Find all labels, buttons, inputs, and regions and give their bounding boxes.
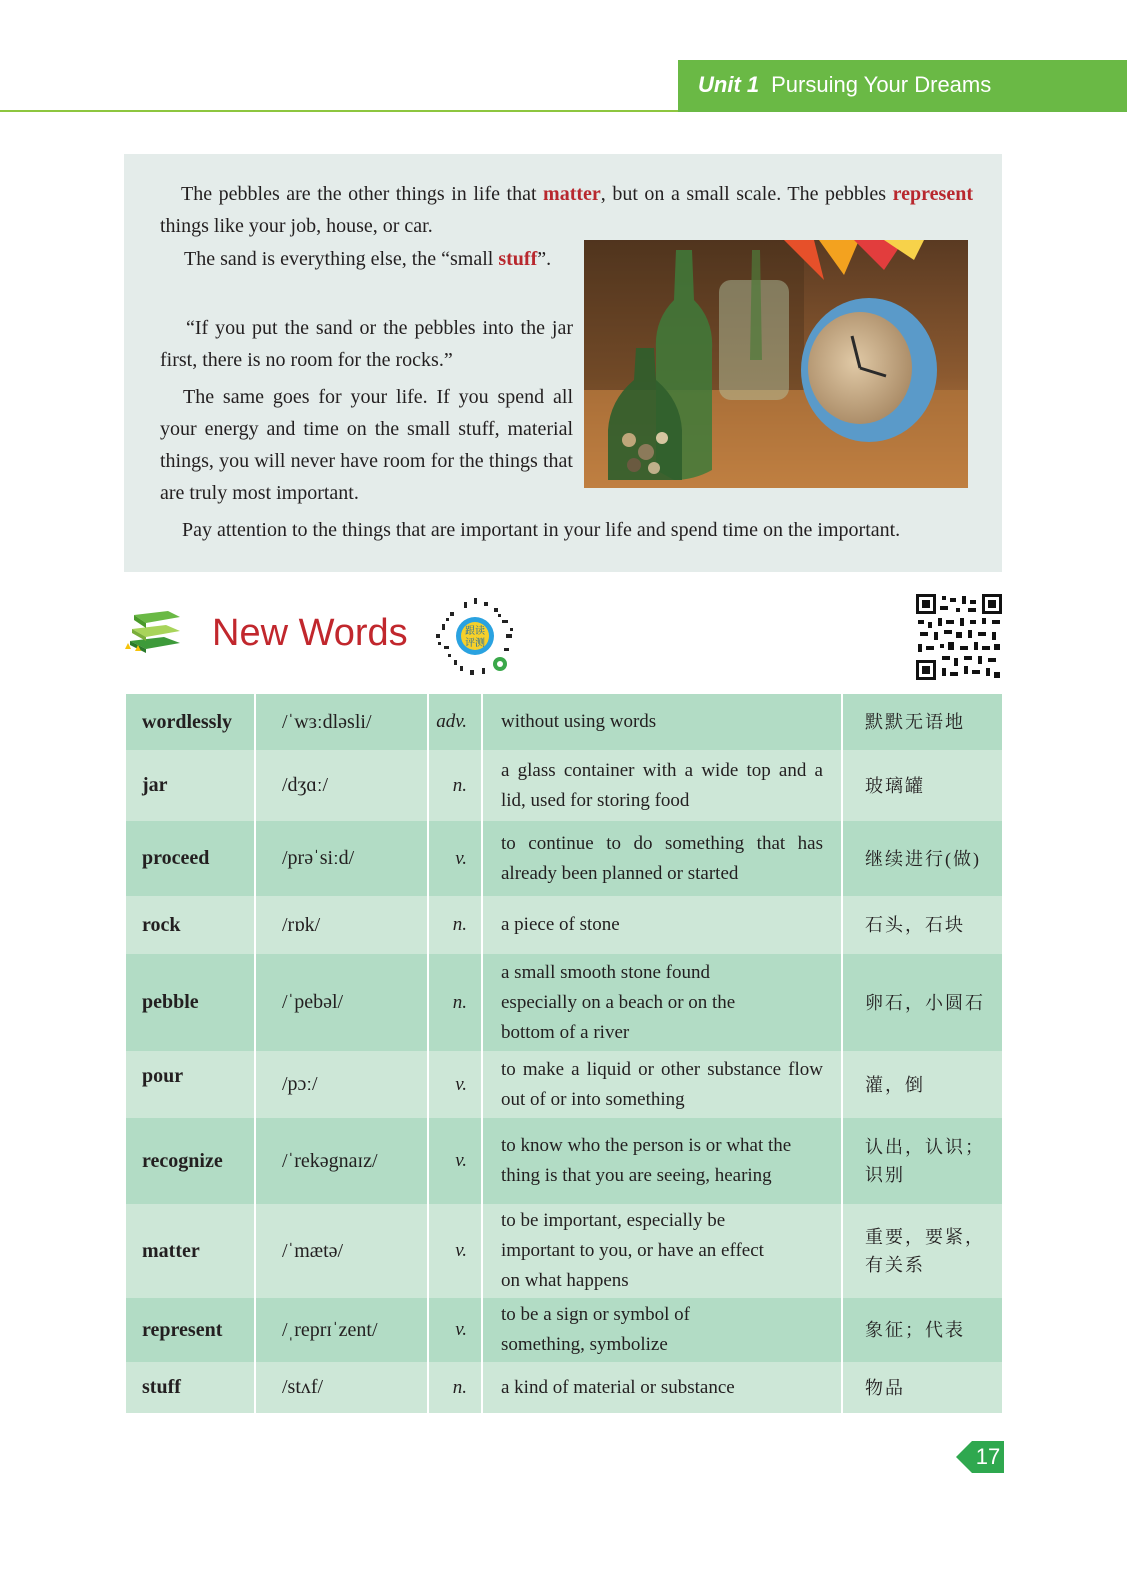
definition-line: to know who the person is or what the — [501, 1135, 792, 1156]
unit-header-text — [698, 72, 991, 98]
chinese-line: 认出，认识； — [865, 1137, 985, 1157]
definition-cell — [483, 1118, 843, 1204]
p1-text-c: things like your job, house, or car. — [160, 215, 433, 237]
word-cell: matter — [126, 1204, 256, 1298]
part-of-speech-cell: n. — [429, 954, 483, 1051]
definition-text: without using words — [501, 711, 657, 732]
svg-text:评测: 评测 — [465, 638, 485, 649]
chinese-line: 有关系 — [865, 1255, 925, 1275]
table-row — [126, 1362, 1002, 1413]
phonetic-cell: /ˌreprɪˈzent/ — [256, 1298, 429, 1362]
chinese-text: 灌，倒 — [865, 1074, 925, 1095]
table-row — [126, 821, 1002, 896]
chinese-line: 识别 — [865, 1165, 905, 1185]
chinese-text: 玻璃罐 — [865, 775, 925, 796]
definition-text: a kind of material or substance — [501, 1376, 735, 1398]
qr-code-icon[interactable] — [916, 594, 1002, 680]
follow-read-qr-icon[interactable] — [430, 594, 520, 680]
word-cell: wordlessly — [126, 694, 256, 750]
definition-cell — [483, 1204, 843, 1298]
definition-line: bottom of a river — [501, 1021, 630, 1043]
part-of-speech-cell: v. — [429, 1204, 483, 1298]
unit-header-tab — [678, 60, 1127, 112]
definition-line: a small smooth stone found — [501, 961, 710, 983]
chinese-cell — [843, 896, 1002, 954]
highlight-stuff: stuff — [498, 248, 538, 270]
word-cell: recognize — [126, 1118, 256, 1204]
chinese-cell — [843, 821, 1002, 896]
vocabulary-table — [126, 694, 1002, 1413]
definition-line: thing is that you are seeing, hearing — [501, 1165, 772, 1186]
part-of-speech-cell: v. — [429, 1298, 483, 1362]
chinese-text: 石头，石块 — [865, 915, 965, 935]
chinese-cell — [843, 1051, 1002, 1118]
reading-paragraph-5: Pay attention to the things that are important in your life and spend time on the important. — [182, 519, 901, 541]
phonetic-cell: /ˈrekəgnaɪz/ — [256, 1118, 429, 1204]
definition-line: especially on a beach or on the — [501, 991, 736, 1013]
table-row — [126, 694, 1002, 750]
reading-paragraph-4: The same goes for your life. If you spend all your energy and time on the small stuff, material things, you will never have room for the things that are truly most important. — [160, 386, 573, 504]
part-of-speech-cell: v. — [429, 1118, 483, 1204]
definition-cell — [483, 1051, 843, 1118]
phonetic-cell: /ˈpebəl/ — [256, 954, 429, 1051]
table-row — [126, 1204, 1002, 1298]
phonetic-cell: /ˈmætə/ — [256, 1204, 429, 1298]
table-row — [126, 954, 1002, 1051]
phonetic-cell: /dʒɑː/ — [256, 750, 429, 821]
unit-title: Pursuing Your Dreams — [771, 72, 992, 97]
bottles-and-clock-photo — [584, 240, 968, 488]
new-words-title: New Words — [212, 612, 408, 654]
page-number: 17 — [975, 1444, 1001, 1469]
unit-number: Unit 1 — [698, 72, 760, 97]
definition-cell — [483, 1298, 843, 1362]
word-cell: jar — [126, 750, 256, 821]
chinese-line: 重要，要紧， — [865, 1227, 985, 1247]
definition-line: to be a sign or symbol of — [501, 1304, 690, 1325]
table-row — [126, 750, 1002, 821]
chinese-text: 物品 — [865, 1377, 905, 1398]
p2-text-a: The sand is everything else, the “small — [184, 248, 499, 270]
definition-line: something, symbolize — [501, 1334, 668, 1355]
definition-line: on what happens — [501, 1270, 629, 1291]
chinese-cell — [843, 1298, 1002, 1362]
definition-cell — [483, 694, 843, 750]
books-icon — [124, 603, 184, 655]
definition-text: a piece of stone — [501, 914, 620, 935]
word-cell: stuff — [126, 1362, 256, 1413]
part-of-speech-cell: n. — [429, 750, 483, 821]
definition-line: to be important, especially be — [501, 1210, 726, 1231]
reading-paragraph-2 — [160, 243, 573, 275]
definition-cell — [483, 1362, 843, 1413]
definition-cell — [483, 896, 843, 954]
phonetic-cell: /pɔː/ — [256, 1051, 429, 1118]
table-row — [126, 1118, 1002, 1204]
chinese-cell — [843, 1362, 1002, 1413]
word-cell: pour — [126, 1051, 256, 1118]
part-of-speech-cell: adv. — [429, 694, 483, 750]
svg-text:跟读: 跟读 — [465, 626, 485, 637]
chinese-cell — [843, 954, 1002, 1051]
table-row — [126, 896, 1002, 954]
word-cell: rock — [126, 896, 256, 954]
chinese-cell — [843, 694, 1002, 750]
phonetic-cell: /rɒk/ — [256, 896, 429, 954]
chinese-cell — [843, 1204, 1002, 1298]
definition-line: important to you, or have an effect — [501, 1240, 764, 1261]
chinese-text: 卵石，小圆石 — [865, 992, 985, 1013]
p1-text-b: , but on a small scale. The pebbles — [600, 183, 893, 205]
definition-cell — [483, 750, 843, 821]
phonetic-cell: /stʌf/ — [256, 1362, 429, 1413]
reading-paragraph-1 — [160, 178, 973, 242]
table-row — [126, 1051, 1002, 1118]
header-rule — [0, 110, 680, 112]
phonetic-cell: /ˈwɜːdləsli/ — [256, 694, 429, 750]
chinese-cell — [843, 750, 1002, 821]
chinese-text: 继续进行(做) — [865, 848, 981, 869]
highlight-represent: represent — [892, 183, 973, 205]
definition-text: to continue to do something that has already been planned or started — [501, 832, 823, 884]
part-of-speech-cell: n. — [429, 896, 483, 954]
definition-text: a glass container with a wide top and a lid, used for storing food — [501, 759, 823, 811]
p2-text-b: ”. — [537, 248, 552, 270]
phonetic-cell: /prəˈsiːd/ — [256, 821, 429, 896]
table-row — [126, 1298, 1002, 1362]
word-cell: proceed — [126, 821, 256, 896]
reading-paragraph-3: “If you put the sand or the pebbles into the jar first, there is no room for the rocks.” — [160, 317, 573, 371]
highlight-matter: matter — [543, 183, 601, 205]
definition-cell — [483, 821, 843, 896]
definition-text: to make a liquid or other substance flow out of or into something — [501, 1058, 823, 1110]
word-cell: represent — [126, 1298, 256, 1362]
part-of-speech-cell: v. — [429, 1051, 483, 1118]
chinese-cell — [843, 1118, 1002, 1204]
definition-cell — [483, 954, 843, 1051]
chinese-text: 象征；代表 — [865, 1320, 965, 1340]
part-of-speech-cell: n. — [429, 1362, 483, 1413]
word-cell: pebble — [126, 954, 256, 1051]
p1-text-a: The pebbles are the other things in life that — [181, 183, 544, 205]
part-of-speech-cell: v. — [429, 821, 483, 896]
chinese-text: 默默无语地 — [865, 712, 965, 732]
